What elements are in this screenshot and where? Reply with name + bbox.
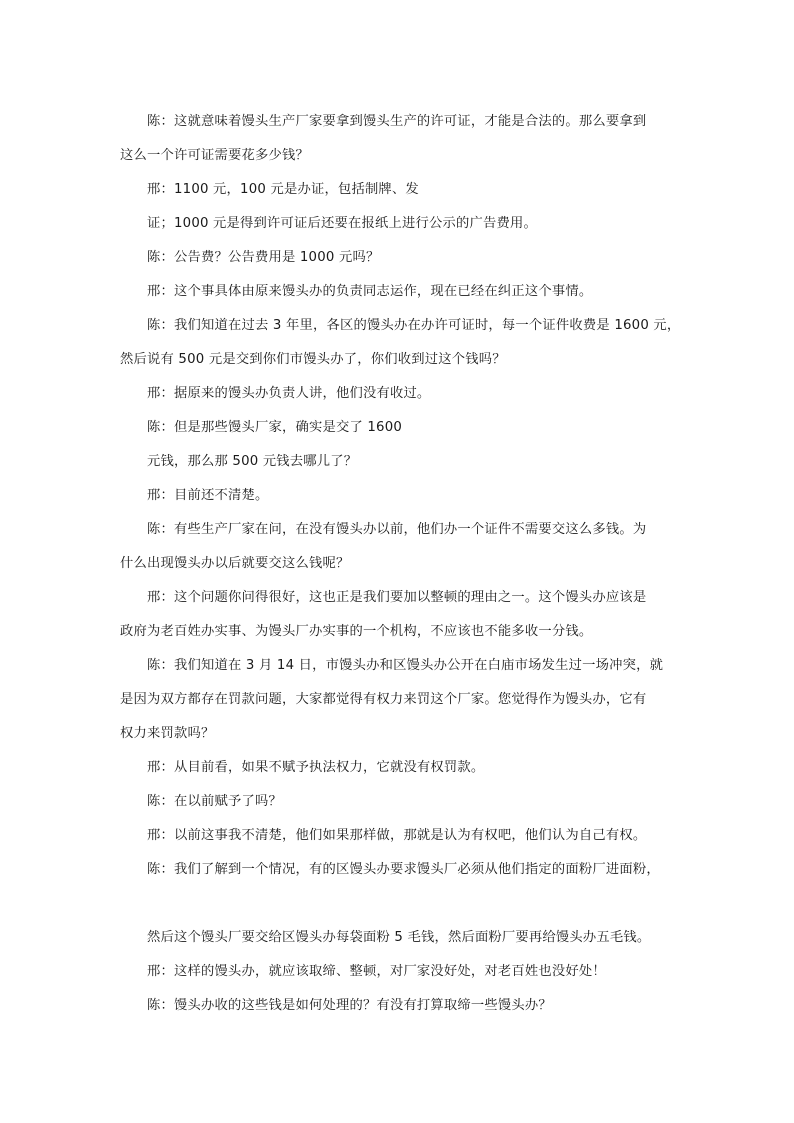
text-line: 政府为老百姓办实事、为馒头厂办实事的一个机构，不应该也不能多收一分钱。: [120, 624, 593, 639]
text-line: 陈：馒头办收的这些钱是如何处理的？有没有打算取缔一些馒头办？: [147, 998, 552, 1013]
text-line: 邢：这样的馒头办，就应该取缔、整顿，对厂家没好处，对老百姓也没好处！: [147, 964, 606, 979]
text-line: 这么一个许可证需要花多少钱？: [120, 148, 309, 163]
text-line: 邢：目前还不清楚。: [147, 488, 269, 503]
text-line: 陈：我们知道在 3 月 14 日，市馒头办和区馒头办公开在白庙市场发生过一场冲突，就: [147, 658, 664, 673]
text-line: 证；1000 元是得到许可证后还要在报纸上进行公示的广告费用。: [147, 216, 537, 231]
text-line: 邢：这个事具体由原来馒头办的负责同志运作，现在已经在纠正这个事情。: [147, 284, 593, 299]
text-line: 陈：但是那些馒头厂家，确实是交了 1600: [147, 420, 403, 435]
text-line: 陈：这就意味着馒头生产厂家要拿到馒头生产的许可证，才能是合法的。那么要拿到: [147, 114, 647, 129]
text-line: 是因为双方都存在罚款问题，大家都觉得有权力来罚这个厂家。您觉得作为馒头办，它有: [120, 692, 647, 707]
text-line: 元钱，那么那 500 元钱去哪儿了？: [147, 454, 358, 469]
text-line: 然后说有 500 元是交到你们市馒头办了，你们收到过这个钱吗？: [120, 352, 506, 367]
text-line: 陈：我们了解到一个情况，有的区馒头办要求馒头厂必须从他们指定的面粉厂进面粉，: [147, 862, 660, 877]
text-line: 邢：这个问题你问得很好，这也正是我们要加以整顿的理由之一。这个馒头办应该是: [147, 590, 647, 605]
text-line: 陈：公告费？公告费用是 1000 元吗？: [147, 250, 380, 265]
text-line: 陈：我们知道在过去 3 年里，各区的馒头办在办许可证时，每一个证件收费是 1600 元，: [147, 318, 681, 333]
text-line: 权力来罚款吗？: [120, 726, 215, 741]
text-line: 陈：在以前赋予了吗？: [147, 794, 282, 809]
text-line: 邢：据原来的馒头办负责人讲，他们没有收过。: [147, 386, 431, 401]
text-line: 然后这个馒头厂要交给区馒头办每袋面粉 5 毛钱，然后面粉厂要再给馒头办五毛钱。: [147, 930, 651, 945]
text-line: 邢：1100 元，100 元是办证，包括制牌、发: [147, 182, 419, 197]
text-line: 邢：以前这事我不清楚，他们如果那样做，那就是认为有权吧，他们认为自己有权。: [147, 828, 647, 843]
text-line: 什么出现馒头办以后就要交这么钱呢？: [120, 556, 350, 571]
text-line: 邢：从目前看，如果不赋予执法权力，它就没有权罚款。: [147, 760, 485, 775]
text-line: 陈：有些生产厂家在问，在没有馒头办以前，他们办一个证件不需要交这么多钱。为: [147, 522, 647, 537]
